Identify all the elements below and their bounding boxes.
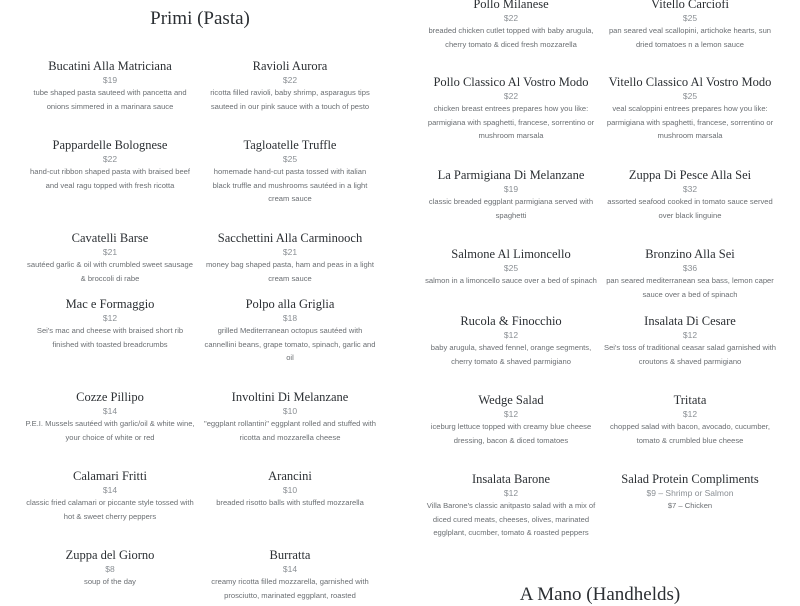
menu-item	[600, 168, 780, 222]
menu-item-description: iceburg lettuce topped with creamy blue cheese dressing, bacon & diced tomatoes	[430, 422, 592, 445]
menu-item-price: $14	[282, 564, 298, 574]
menu-item-price: $21	[282, 247, 298, 257]
menu-item	[20, 231, 200, 285]
menu-item-price: $12	[682, 409, 698, 419]
menu-item-price: $12	[102, 313, 118, 323]
menu-item-price: $25	[682, 13, 698, 23]
menu-item	[20, 59, 200, 113]
menu-item-description: P.E.I. Mussels sautéed with garlic/oil & white wine, your choice of white or red	[25, 419, 195, 442]
menu-item-name: Zuppa del Giorno	[65, 548, 155, 562]
section-heading-primi: Primi (Pasta)	[150, 8, 250, 29]
menu-item	[600, 75, 780, 143]
menu-item-name: Vitello Carciofi	[650, 0, 730, 11]
menu-item-price: $12	[503, 409, 519, 419]
menu-item-price: $10	[282, 485, 298, 495]
menu-item-description: ricotta filled ravioli, baby shrimp, asparagus tips sauteed in our pink sauce with a touch of pesto	[210, 88, 370, 111]
menu-item	[200, 390, 380, 444]
menu-item-description: hand-cut ribbon shaped pasta with braised beef and veal ragu topped with fresh ricotta	[30, 167, 190, 190]
menu-item	[600, 314, 780, 368]
menu-item-price: $25	[503, 263, 519, 273]
menu-item-description: chopped salad with bacon, avocado, cucumber, tomato & crumbled blue cheese	[610, 422, 770, 445]
menu-item-name: Tagloatelle Truffle	[243, 138, 337, 152]
menu-item-description: classic fried calamari or piccante style tossed with hot & sweet cherry peppers	[26, 498, 194, 521]
menu-item-description: $7 – Chicken	[667, 501, 713, 510]
menu-item-description: baby arugula, shaved fennel, orange segments, cherry tomato & shaved parmigiano	[430, 343, 592, 366]
menu-item-description: pan seared mediterranean sea bass, lemon caper sauce over a bed of spinach	[606, 276, 774, 299]
menu-item-name: Wedge Salad	[478, 393, 544, 407]
menu-item-description: soup of the day	[84, 577, 136, 586]
menu-item	[421, 314, 601, 368]
menu-item-price: $14	[102, 406, 118, 416]
menu-item-description: "eggplant rollantini" eggplant rolled and stuffed with ricotta and mozzarella cheese	[204, 419, 377, 442]
menu-item	[600, 0, 780, 51]
menu-item-description: pan seared veal scallopini, artichoke hearts, sun dried tomatoes n a lemon sauce	[608, 26, 772, 49]
menu-item-description: creamy ricotta filled mozzarella, garnished with prosciutto, marinated eggplant, roasted	[211, 577, 369, 600]
menu-item-name: Rucola & Finocchio	[460, 314, 562, 328]
menu-item	[421, 168, 601, 222]
menu-item-price: $25	[282, 154, 298, 164]
menu-item-name: Pollo Classico Al Vostro Modo	[433, 75, 589, 89]
menu-item-price: $22	[282, 75, 298, 85]
menu-item-price: $22	[503, 13, 519, 23]
menu-item	[200, 138, 380, 206]
menu-item-price: $19	[503, 184, 519, 194]
menu-item	[600, 393, 780, 447]
menu-item-description: breaded risotto balls with stuffed mozzarella	[216, 498, 364, 507]
menu-item	[20, 390, 200, 444]
menu-item	[421, 393, 601, 447]
menu-item-name: Sacchettini Alla Carminooch	[217, 231, 363, 245]
menu-item-price: $22	[503, 91, 519, 101]
menu-item-price: $25	[682, 91, 698, 101]
menu-item-name: Burratta	[269, 548, 311, 562]
menu-item-description: tube shaped pasta sauteed with pancetta and onions simmered in a marinara sauce	[33, 88, 187, 111]
menu-item-name: Cozze Pillipo	[76, 390, 144, 404]
menu-item-description: grilled Mediterranean octopus sautéed with cannellini beans, grape tomato, spinach, garlic and oil	[204, 326, 376, 363]
menu-item-name: Arancini	[268, 469, 312, 483]
menu-item-description: Villa Barone's classic anitpasto salad with a mix of diced cured meats, cheeses, olives, marinated egglplant, cucmber, tomato & roasted peppers	[426, 501, 596, 538]
menu-item-name: Salmone Al Limoncello	[451, 247, 571, 261]
menu-item-price: $36	[682, 263, 698, 273]
menu-item-name: Salad Protein Compliments	[621, 472, 759, 486]
section-heading-handhelds: A Mano (Handhelds)	[519, 584, 681, 605]
menu-item-price: $8	[105, 564, 115, 574]
menu-item-description: breaded chicken cutlet topped with baby arugula, cherry tomato & diced fresh mozzarella	[428, 26, 594, 49]
menu-item	[200, 231, 380, 285]
menu-item-name: Tritata	[673, 393, 707, 407]
menu-item-description: assorted seafood cooked in tomato sauce served over black linguine	[607, 197, 773, 220]
menu-item-price: $14	[102, 485, 118, 495]
menu-item	[600, 247, 780, 301]
menu-item-description: Sei's mac and cheese with braised short rib finished with toasted breadcrumbs	[36, 326, 184, 349]
menu-item-price: $32	[682, 184, 698, 194]
menu-item-description: sautéed garlic & oil with crumbled sweet sausage & broccoli di rabe	[27, 260, 193, 283]
menu-item-price: $10	[282, 406, 298, 416]
menu-item-name: Calamari Fritti	[73, 469, 147, 483]
menu-item-name: Vitello Classico Al Vostro Modo	[608, 75, 772, 89]
menu-item-name: Cavatelli Barse	[71, 231, 149, 245]
menu-item-name: Involtini Di Melanzane	[231, 390, 349, 404]
menu-item	[200, 59, 380, 113]
menu-item-price: $12	[503, 488, 519, 498]
menu-item	[421, 75, 601, 143]
menu-item-name: La Parmigiana Di Melanzane	[437, 168, 585, 182]
menu-item	[200, 548, 380, 602]
menu-item	[421, 247, 601, 288]
menu-item-price: $22	[102, 154, 118, 164]
menu-item-description: Sei's toss of traditional ceasar salad garnished with croutons & shaved parmigiano	[604, 343, 776, 366]
menu-item-name: Mac e Formaggio	[65, 297, 155, 311]
menu-item	[20, 469, 200, 523]
menu-item	[200, 297, 380, 365]
menu-item-name: Bronzino Alla Sei	[645, 247, 735, 261]
menu-item-name: Insalata Di Cesare	[644, 314, 736, 328]
menu-item-description: salmon in a limoncello sauce over a bed of spinach	[425, 276, 597, 285]
menu-item-name: Polpo alla Griglia	[245, 297, 335, 311]
menu-item	[421, 472, 601, 540]
menu-item-name: Insalata Barone	[471, 472, 551, 486]
menu-item	[20, 297, 200, 351]
menu-item-description: veal scaloppini entrees prepares how you like: parmigiana with spaghetti, francese, sorrentino or mushroom marsala	[606, 104, 774, 141]
menu-item	[200, 469, 380, 510]
menu-item-name: Ravioli Aurora	[252, 59, 328, 73]
menu-item-price: $19	[102, 75, 118, 85]
menu-item-name: Bucatini Alla Matriciana	[48, 59, 172, 73]
menu-item-price: $12	[682, 330, 698, 340]
menu-item-price: $12	[503, 330, 519, 340]
menu-item-price: $21	[102, 247, 118, 257]
menu-item-description: chicken breast entrees prepares how you like: parmigiana with spaghetti, francese, sorrentino or mushroom marsala	[427, 104, 595, 141]
menu-item	[421, 0, 601, 51]
menu-item-price: $9 – Shrimp or Salmon	[646, 488, 734, 498]
menu-item	[600, 472, 780, 513]
menu-item-description: classic breaded eggplant parmigiana served with spaghetti	[428, 197, 594, 220]
menu-item-price: $18	[282, 313, 298, 323]
menu-item-description: money bag shaped pasta, ham and peas in a light cream sauce	[205, 260, 375, 283]
menu-item	[20, 548, 200, 589]
menu-item-description: homemade hand-cut pasta tossed with italian black truffle and mushrooms sautéed in a light cream sauce	[212, 167, 368, 204]
menu-item	[20, 138, 200, 192]
menu-item-name: Pollo Milanese	[473, 0, 549, 11]
menu-item-name: Zuppa Di Pesce Alla Sei	[628, 168, 752, 182]
menu-item-name: Pappardelle Bolognese	[52, 138, 168, 152]
